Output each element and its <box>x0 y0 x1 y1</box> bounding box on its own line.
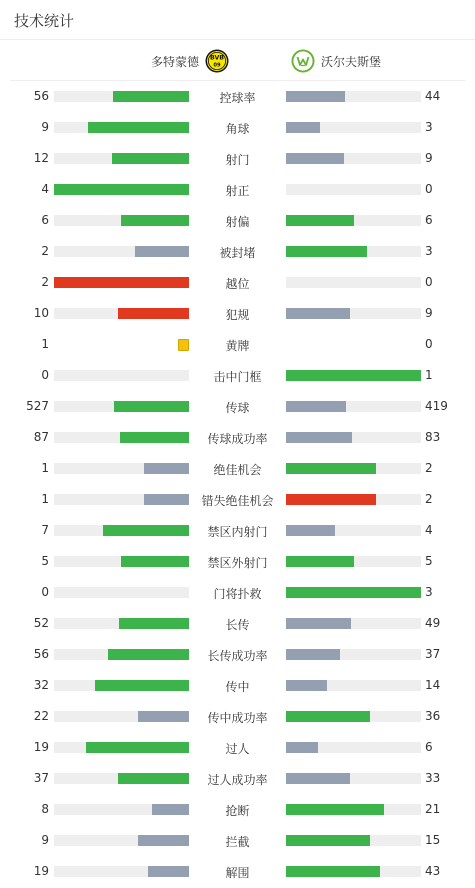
away-value: 44 <box>425 89 441 103</box>
away-value: 6 <box>425 740 433 754</box>
home-bar-fill <box>152 804 189 815</box>
stat-row <box>0 391 475 422</box>
away-bar-track <box>286 587 421 598</box>
away-bar-track <box>286 246 421 257</box>
away-bar-fill <box>286 773 350 784</box>
away-bar-track <box>286 432 421 443</box>
away-value: 4 <box>425 523 433 537</box>
away-bar-fill <box>286 525 335 536</box>
away-bar-fill <box>286 153 344 164</box>
away-bar-fill <box>286 587 421 598</box>
stat-label: 传中成功率 <box>207 711 268 725</box>
stat-label: 黄牌 <box>225 339 250 353</box>
stat-label: 角球 <box>225 122 250 136</box>
stat-row <box>0 608 475 639</box>
away-bar-track <box>286 494 421 505</box>
away-value: 14 <box>425 678 441 692</box>
stat-row <box>0 546 475 577</box>
away-bar-track <box>286 618 421 629</box>
away-value: 3 <box>425 585 433 599</box>
stat-row <box>0 81 475 112</box>
away-bar-track <box>286 835 421 846</box>
home-value: 52 <box>33 616 49 630</box>
home-value: 22 <box>33 709 49 723</box>
away-bar-fill <box>286 308 350 319</box>
home-bar-track <box>54 680 189 691</box>
home-bar-track <box>54 711 189 722</box>
away-team-name: 沃尔夫斯堡 <box>321 54 382 69</box>
page-title: 技术统计 <box>14 12 75 30</box>
away-value: 6 <box>425 213 433 227</box>
home-bar-fill <box>138 835 189 846</box>
away-bar-fill <box>286 432 352 443</box>
away-team[interactable] <box>291 49 381 73</box>
away-bar-fill <box>286 711 370 722</box>
home-value: 32 <box>33 678 49 692</box>
stat-label: 传球成功率 <box>207 432 268 446</box>
away-bar-track <box>286 773 421 784</box>
away-bar-track <box>286 463 421 474</box>
home-bar-fill <box>119 618 189 629</box>
home-bar-track <box>54 432 189 443</box>
home-bar-fill <box>95 680 189 691</box>
away-value: 9 <box>425 306 433 320</box>
stat-label: 被封堵 <box>219 246 256 260</box>
stat-label: 长传成功率 <box>207 649 268 663</box>
home-bar-fill <box>144 494 189 505</box>
stat-label: 犯规 <box>225 308 250 322</box>
home-bar-track <box>54 494 189 505</box>
away-bar-track <box>286 804 421 815</box>
stat-row <box>0 360 475 391</box>
home-bar-track <box>54 184 189 195</box>
stat-label: 传球 <box>225 401 250 415</box>
stat-row <box>0 484 475 515</box>
away-value: 5 <box>425 554 433 568</box>
stat-row <box>0 763 475 794</box>
home-bar-track <box>54 122 189 133</box>
home-value: 1 <box>41 492 49 506</box>
away-bar-track <box>286 742 421 753</box>
stat-label: 越位 <box>225 277 250 291</box>
stat-label: 控球率 <box>219 91 256 105</box>
stat-label: 射门 <box>225 153 250 167</box>
stat-row <box>0 639 475 670</box>
home-value: 56 <box>33 647 49 661</box>
home-bar-track <box>54 649 189 660</box>
away-value: 15 <box>425 833 441 847</box>
away-value: 83 <box>425 430 441 444</box>
home-value: 87 <box>33 430 49 444</box>
home-bar-fill <box>120 432 189 443</box>
away-bar-fill <box>286 556 354 567</box>
stat-row <box>0 174 475 205</box>
stat-row <box>0 143 475 174</box>
away-bar-fill <box>286 866 380 877</box>
home-bar-fill <box>138 711 189 722</box>
home-bar-track <box>54 215 189 226</box>
home-bar-track <box>54 773 189 784</box>
stat-row <box>0 701 475 732</box>
home-value: 8 <box>41 802 49 816</box>
away-bar-fill <box>286 463 376 474</box>
stat-row <box>0 205 475 236</box>
away-value: 43 <box>425 864 441 878</box>
home-value: 56 <box>33 89 49 103</box>
home-bar-track <box>54 804 189 815</box>
bvb-logo-icon <box>205 49 229 73</box>
stat-label: 过人 <box>225 742 250 756</box>
away-bar-track <box>286 680 421 691</box>
home-value: 9 <box>41 833 49 847</box>
home-bar-track <box>54 246 189 257</box>
stat-label: 击中门框 <box>213 370 262 384</box>
stat-row <box>0 732 475 763</box>
home-bar-track <box>54 587 189 598</box>
home-bar-fill <box>135 246 189 257</box>
stats-list <box>0 81 475 887</box>
home-bar-fill <box>88 122 189 133</box>
stat-row <box>0 329 475 360</box>
away-bar-fill <box>286 649 340 660</box>
away-value: 49 <box>425 616 441 630</box>
away-bar-track <box>286 153 421 164</box>
away-value: 33 <box>425 771 441 785</box>
home-bar-fill <box>121 556 189 567</box>
away-bar-track <box>286 308 421 319</box>
away-value: 0 <box>425 337 433 351</box>
teams-header <box>10 41 465 81</box>
home-bar-fill <box>108 649 189 660</box>
home-bar-fill <box>112 153 189 164</box>
stat-label: 抢断 <box>225 804 250 818</box>
away-value: 1 <box>425 368 433 382</box>
away-value: 419 <box>425 399 448 413</box>
stat-row <box>0 422 475 453</box>
home-team[interactable] <box>151 49 229 73</box>
home-value: 10 <box>33 306 49 320</box>
away-bar-track <box>286 277 421 288</box>
away-bar-track <box>286 370 421 381</box>
stat-label: 拦截 <box>225 835 250 849</box>
away-bar-fill <box>286 370 421 381</box>
stat-row <box>0 577 475 608</box>
home-bar-fill <box>121 215 189 226</box>
away-bar-track <box>286 556 421 567</box>
stat-row <box>0 298 475 329</box>
stat-label: 解围 <box>225 866 250 880</box>
home-value: 7 <box>41 523 49 537</box>
home-value: 37 <box>33 771 49 785</box>
home-bar-track <box>54 91 189 102</box>
svg-text:BVB: BVB <box>210 54 224 62</box>
stat-label: 射偏 <box>225 215 250 229</box>
stat-label: 射正 <box>225 184 250 198</box>
stat-row <box>0 453 475 484</box>
stat-label: 门将扑救 <box>213 587 262 601</box>
home-bar-track <box>54 835 189 846</box>
away-bar-fill <box>286 618 351 629</box>
home-value: 0 <box>41 585 49 599</box>
away-bar-fill <box>286 215 354 226</box>
away-bar-track <box>286 525 421 536</box>
home-bar-fill <box>54 184 189 195</box>
away-bar-track <box>286 184 421 195</box>
stat-label: 禁区内射门 <box>207 525 268 539</box>
away-value: 3 <box>425 120 433 134</box>
away-bar-track <box>286 866 421 877</box>
home-bar-track <box>54 153 189 164</box>
away-bar-fill <box>286 742 318 753</box>
stat-row <box>0 670 475 701</box>
home-bar-fill <box>144 463 189 474</box>
home-value: 12 <box>33 151 49 165</box>
home-bar-track <box>54 525 189 536</box>
away-value: 0 <box>425 275 433 289</box>
home-bar-fill <box>114 401 189 412</box>
stat-label: 长传 <box>225 618 250 632</box>
away-value: 2 <box>425 461 433 475</box>
away-bar-track <box>286 711 421 722</box>
away-value: 0 <box>425 182 433 196</box>
stat-label: 过人成功率 <box>207 773 268 787</box>
wolfsburg-logo-icon <box>291 49 315 73</box>
home-value: 19 <box>33 864 49 878</box>
away-bar-fill <box>286 835 370 846</box>
stat-row <box>0 856 475 887</box>
home-bar-track <box>54 401 189 412</box>
away-bar-fill <box>286 401 346 412</box>
stat-label: 绝佳机会 <box>213 463 262 477</box>
home-value: 19 <box>33 740 49 754</box>
home-bar-fill <box>118 773 189 784</box>
yellow-card-icon <box>178 339 189 351</box>
home-value: 4 <box>41 182 49 196</box>
away-bar-track <box>286 215 421 226</box>
away-bar-track <box>286 401 421 412</box>
home-bar-fill <box>113 91 189 102</box>
away-value: 21 <box>425 802 441 816</box>
away-bar-fill <box>286 246 367 257</box>
home-value: 2 <box>41 244 49 258</box>
home-team-name: 多特蒙德 <box>150 54 199 69</box>
stat-label: 传中 <box>225 680 250 694</box>
svg-text:09: 09 <box>213 62 221 69</box>
away-value: 9 <box>425 151 433 165</box>
stat-row <box>0 515 475 546</box>
stat-row <box>0 236 475 267</box>
home-value: 9 <box>41 120 49 134</box>
home-bar-track <box>54 370 189 381</box>
home-bar-track <box>54 308 189 319</box>
home-bar-track <box>54 866 189 877</box>
away-value: 37 <box>425 647 441 661</box>
away-value: 3 <box>425 244 433 258</box>
stat-row <box>0 112 475 143</box>
home-value: 527 <box>26 399 49 413</box>
home-value: 2 <box>41 275 49 289</box>
home-bar-track <box>54 277 189 288</box>
away-bar-track <box>286 91 421 102</box>
away-value: 2 <box>425 492 433 506</box>
away-bar-track <box>286 122 421 133</box>
home-value: 5 <box>41 554 49 568</box>
away-value: 36 <box>425 709 441 723</box>
home-bar-track <box>54 556 189 567</box>
stat-label: 错失绝佳机会 <box>201 494 274 508</box>
away-bar-fill <box>286 804 384 815</box>
home-bar-track <box>54 618 189 629</box>
home-bar-track <box>54 742 189 753</box>
away-bar-fill <box>286 680 327 691</box>
home-value: 6 <box>41 213 49 227</box>
home-value: 1 <box>41 461 49 475</box>
home-bar-fill <box>118 308 189 319</box>
stat-row <box>0 825 475 856</box>
away-bar-fill <box>286 91 345 102</box>
home-bar-fill <box>148 866 189 877</box>
home-value: 1 <box>41 337 49 351</box>
header-bar <box>0 0 475 40</box>
home-bar-fill <box>54 277 189 288</box>
away-bar-track <box>286 649 421 660</box>
home-bar-fill <box>103 525 189 536</box>
home-bar-track <box>54 463 189 474</box>
home-value: 0 <box>41 368 49 382</box>
stat-row <box>0 267 475 298</box>
away-bar-fill <box>286 122 320 133</box>
stat-label: 禁区外射门 <box>207 556 268 570</box>
home-bar-fill <box>86 742 189 753</box>
stat-row <box>0 794 475 825</box>
away-bar-fill <box>286 494 376 505</box>
